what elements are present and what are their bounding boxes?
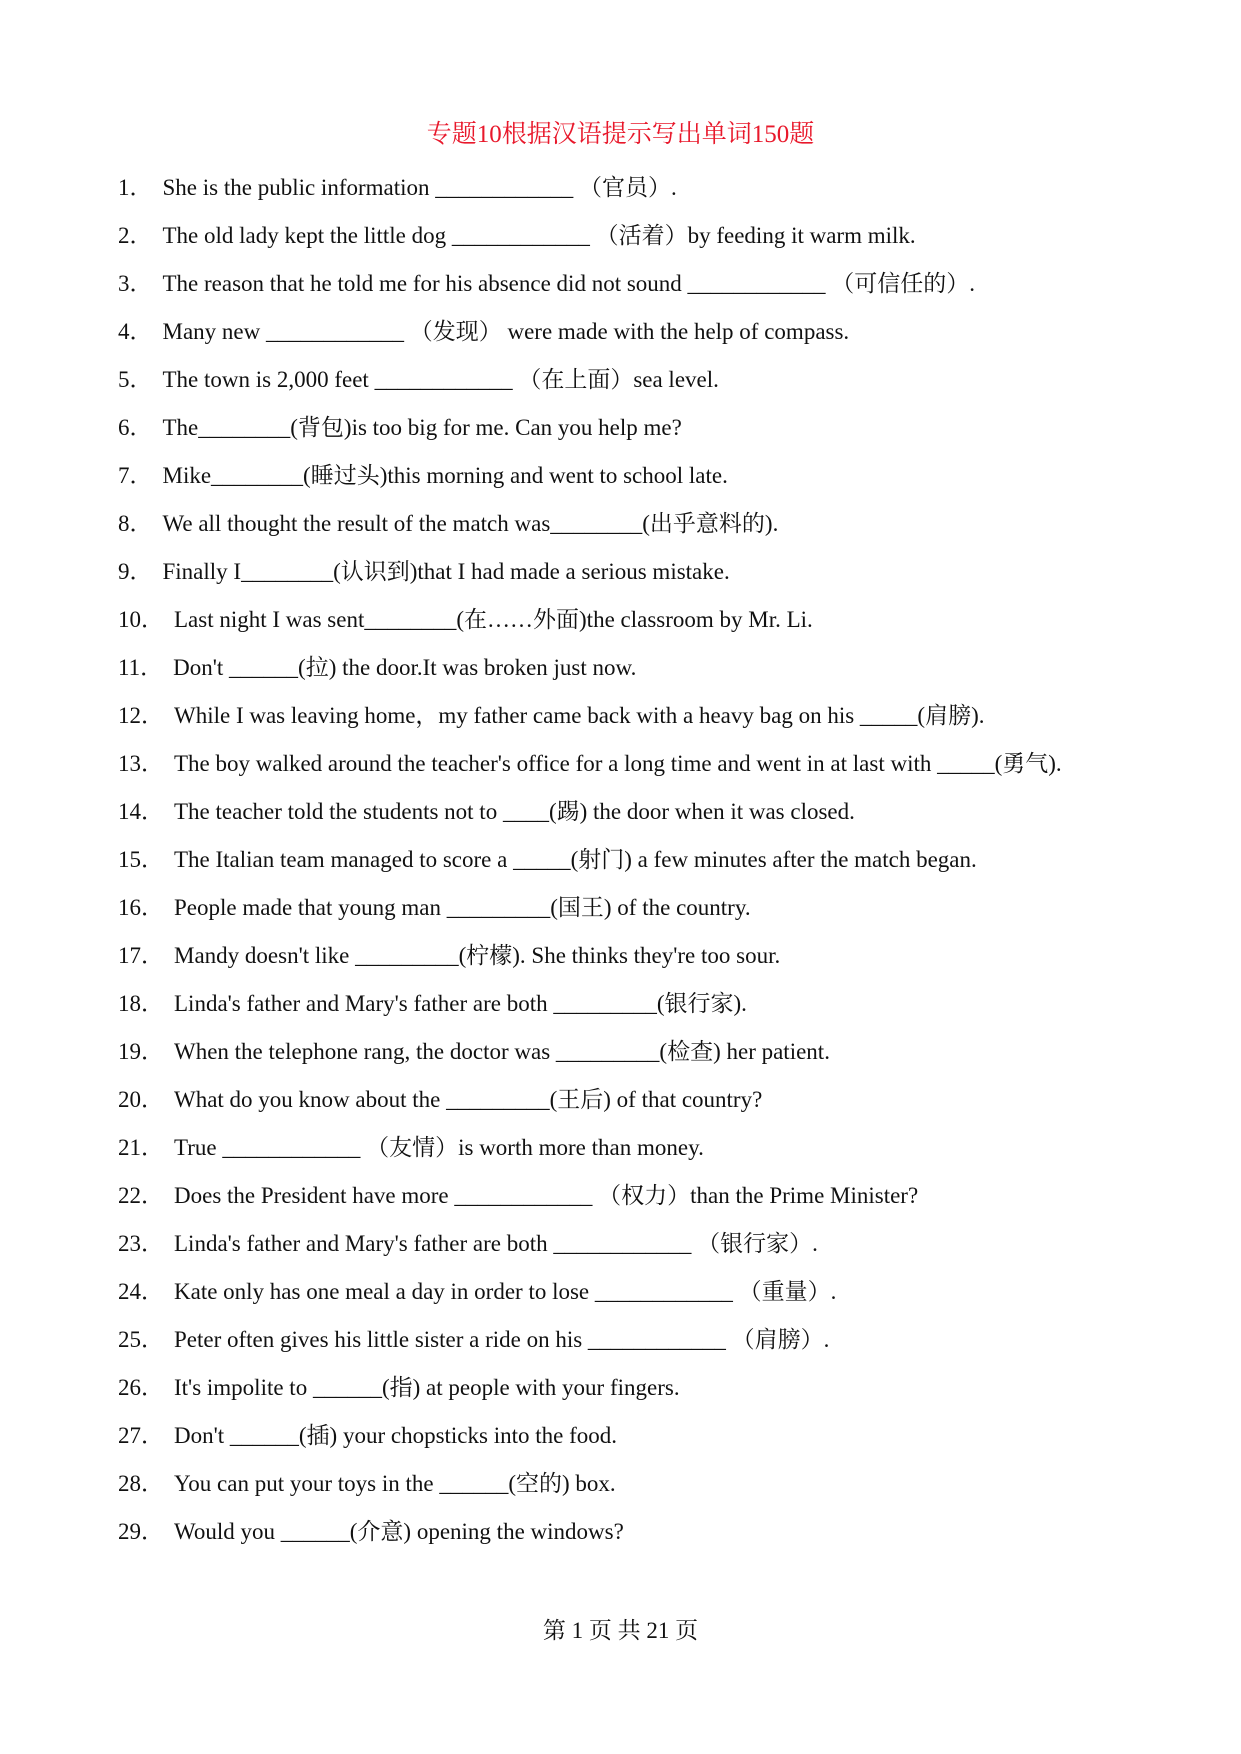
question-number: 10． <box>118 607 164 632</box>
question-text: The reason that he told me for his absence did not sound ____________ （可信任的）. <box>162 271 976 296</box>
question-list <box>118 164 1128 1556</box>
question-text: Mike________(睡过头)this morning and went to school late. <box>162 463 728 488</box>
question-number: 29． <box>118 1519 164 1544</box>
question-item <box>118 1364 1128 1412</box>
question-item <box>118 1508 1128 1556</box>
question-item <box>118 500 1128 548</box>
question-number: 9． <box>118 559 153 584</box>
question-number: 22． <box>118 1183 164 1208</box>
question-number: 4． <box>118 319 153 344</box>
question-number: 7． <box>118 463 153 488</box>
question-text: The town is 2,000 feet ____________ （在上面）sea level. <box>162 367 719 392</box>
question-item <box>118 1220 1128 1268</box>
question-item <box>118 836 1128 884</box>
question-item <box>118 1412 1128 1460</box>
question-text: Would you ______(介意) opening the windows? <box>174 1519 624 1544</box>
question-item <box>118 1316 1128 1364</box>
question-number: 26． <box>118 1375 164 1400</box>
question-item <box>118 1460 1128 1508</box>
question-item <box>118 740 1128 788</box>
question-number: 23． <box>118 1231 164 1256</box>
question-item <box>118 260 1128 308</box>
question-text: People made that young man _________(国王) of the country. <box>174 895 751 920</box>
question-number: 3． <box>118 271 153 296</box>
question-number: 13． <box>118 751 164 776</box>
question-number: 24． <box>118 1279 164 1304</box>
question-number: 2． <box>118 223 153 248</box>
question-text: Linda's father and Mary's father are both _________(银行家). <box>174 991 747 1016</box>
question-text: It's impolite to ______(指) at people with your fingers. <box>174 1375 680 1400</box>
question-item <box>118 1076 1128 1124</box>
question-item <box>118 884 1128 932</box>
question-item <box>118 596 1128 644</box>
question-item <box>118 788 1128 836</box>
question-text: The boy walked around the teacher's office for a long time and went in at last with _____(勇气). <box>174 751 1062 776</box>
question-text: Peter often gives his little sister a ride on his ____________ （肩膀）. <box>174 1327 830 1352</box>
question-number: 11． <box>118 655 164 680</box>
question-text: Don't ______(插) your chopsticks into the food. <box>174 1423 618 1448</box>
question-item <box>118 452 1128 500</box>
question-number: 8． <box>118 511 153 536</box>
question-text: We all thought the result of the match was________(出乎意料的). <box>162 511 779 536</box>
question-item <box>118 164 1128 212</box>
question-item <box>118 212 1128 260</box>
question-number: 6． <box>118 415 153 440</box>
question-text: Finally I________(认识到)that I had made a serious mistake. <box>162 559 730 584</box>
question-number: 5． <box>118 367 153 392</box>
question-text: Last night I was sent________(在……外面)the classroom by Mr. Li. <box>174 607 813 632</box>
question-text: The teacher told the students not to ____(踢) the door when it was closed. <box>174 799 855 824</box>
page-title: 专题10根据汉语提示写出单词150题 <box>426 121 815 148</box>
question-item <box>118 644 1128 692</box>
question-text: Does the President have more ____________ （权力）than the Prime Minister? <box>174 1183 919 1208</box>
question-number: 21． <box>118 1135 164 1160</box>
question-number: 18． <box>118 991 164 1016</box>
question-item <box>118 692 1128 740</box>
question-text: She is the public information ____________ （官员）. <box>162 175 677 200</box>
question-number: 15． <box>118 847 164 872</box>
question-item <box>118 404 1128 452</box>
question-text: Linda's father and Mary's father are both ____________ （银行家）. <box>174 1231 818 1256</box>
question-number: 17． <box>118 943 164 968</box>
question-number: 16． <box>118 895 164 920</box>
question-item <box>118 1028 1128 1076</box>
question-number: 28． <box>118 1471 164 1496</box>
question-text: When the telephone rang, the doctor was _________(检查) her patient. <box>174 1039 830 1064</box>
question-item <box>118 1172 1128 1220</box>
question-text: While I was leaving home，my father came back with a heavy bag on his _____(肩膀). <box>174 703 985 728</box>
question-text: The old lady kept the little dog ____________ （活着）by feeding it warm milk. <box>162 223 916 248</box>
question-number: 27． <box>118 1423 164 1448</box>
question-text: The Italian team managed to score a _____(射门) a few minutes after the match began. <box>174 847 977 872</box>
question-number: 14． <box>118 799 164 824</box>
question-text: Mandy doesn't like _________(柠檬). She thinks they're too sour. <box>174 943 781 968</box>
question-item <box>118 1124 1128 1172</box>
question-number: 12． <box>118 703 164 728</box>
question-text: You can put your toys in the ______(空的) box. <box>174 1471 616 1496</box>
question-text: Don't ______(拉) the door.It was broken just now. <box>173 655 637 680</box>
question-text: Many new ____________ （发现） were made with the help of compass. <box>162 319 850 344</box>
question-number: 1． <box>118 175 153 200</box>
page-footer: 第 1 页 共 21 页 <box>542 1618 699 1643</box>
question-item <box>118 548 1128 596</box>
question-text: True ____________ （友情）is worth more than money. <box>174 1135 704 1160</box>
question-number: 19． <box>118 1039 164 1064</box>
question-item <box>118 980 1128 1028</box>
question-number: 20． <box>118 1087 164 1112</box>
question-text: What do you know about the _________(王后) of that country? <box>174 1087 763 1112</box>
question-item <box>118 932 1128 980</box>
question-item <box>118 1268 1128 1316</box>
question-item <box>118 356 1128 404</box>
question-item <box>118 308 1128 356</box>
question-text: Kate only has one meal a day in order to lose ____________ （重量）. <box>174 1279 837 1304</box>
question-text: The________(背包)is too big for me. Can you help me? <box>162 415 682 440</box>
question-number: 25． <box>118 1327 164 1352</box>
